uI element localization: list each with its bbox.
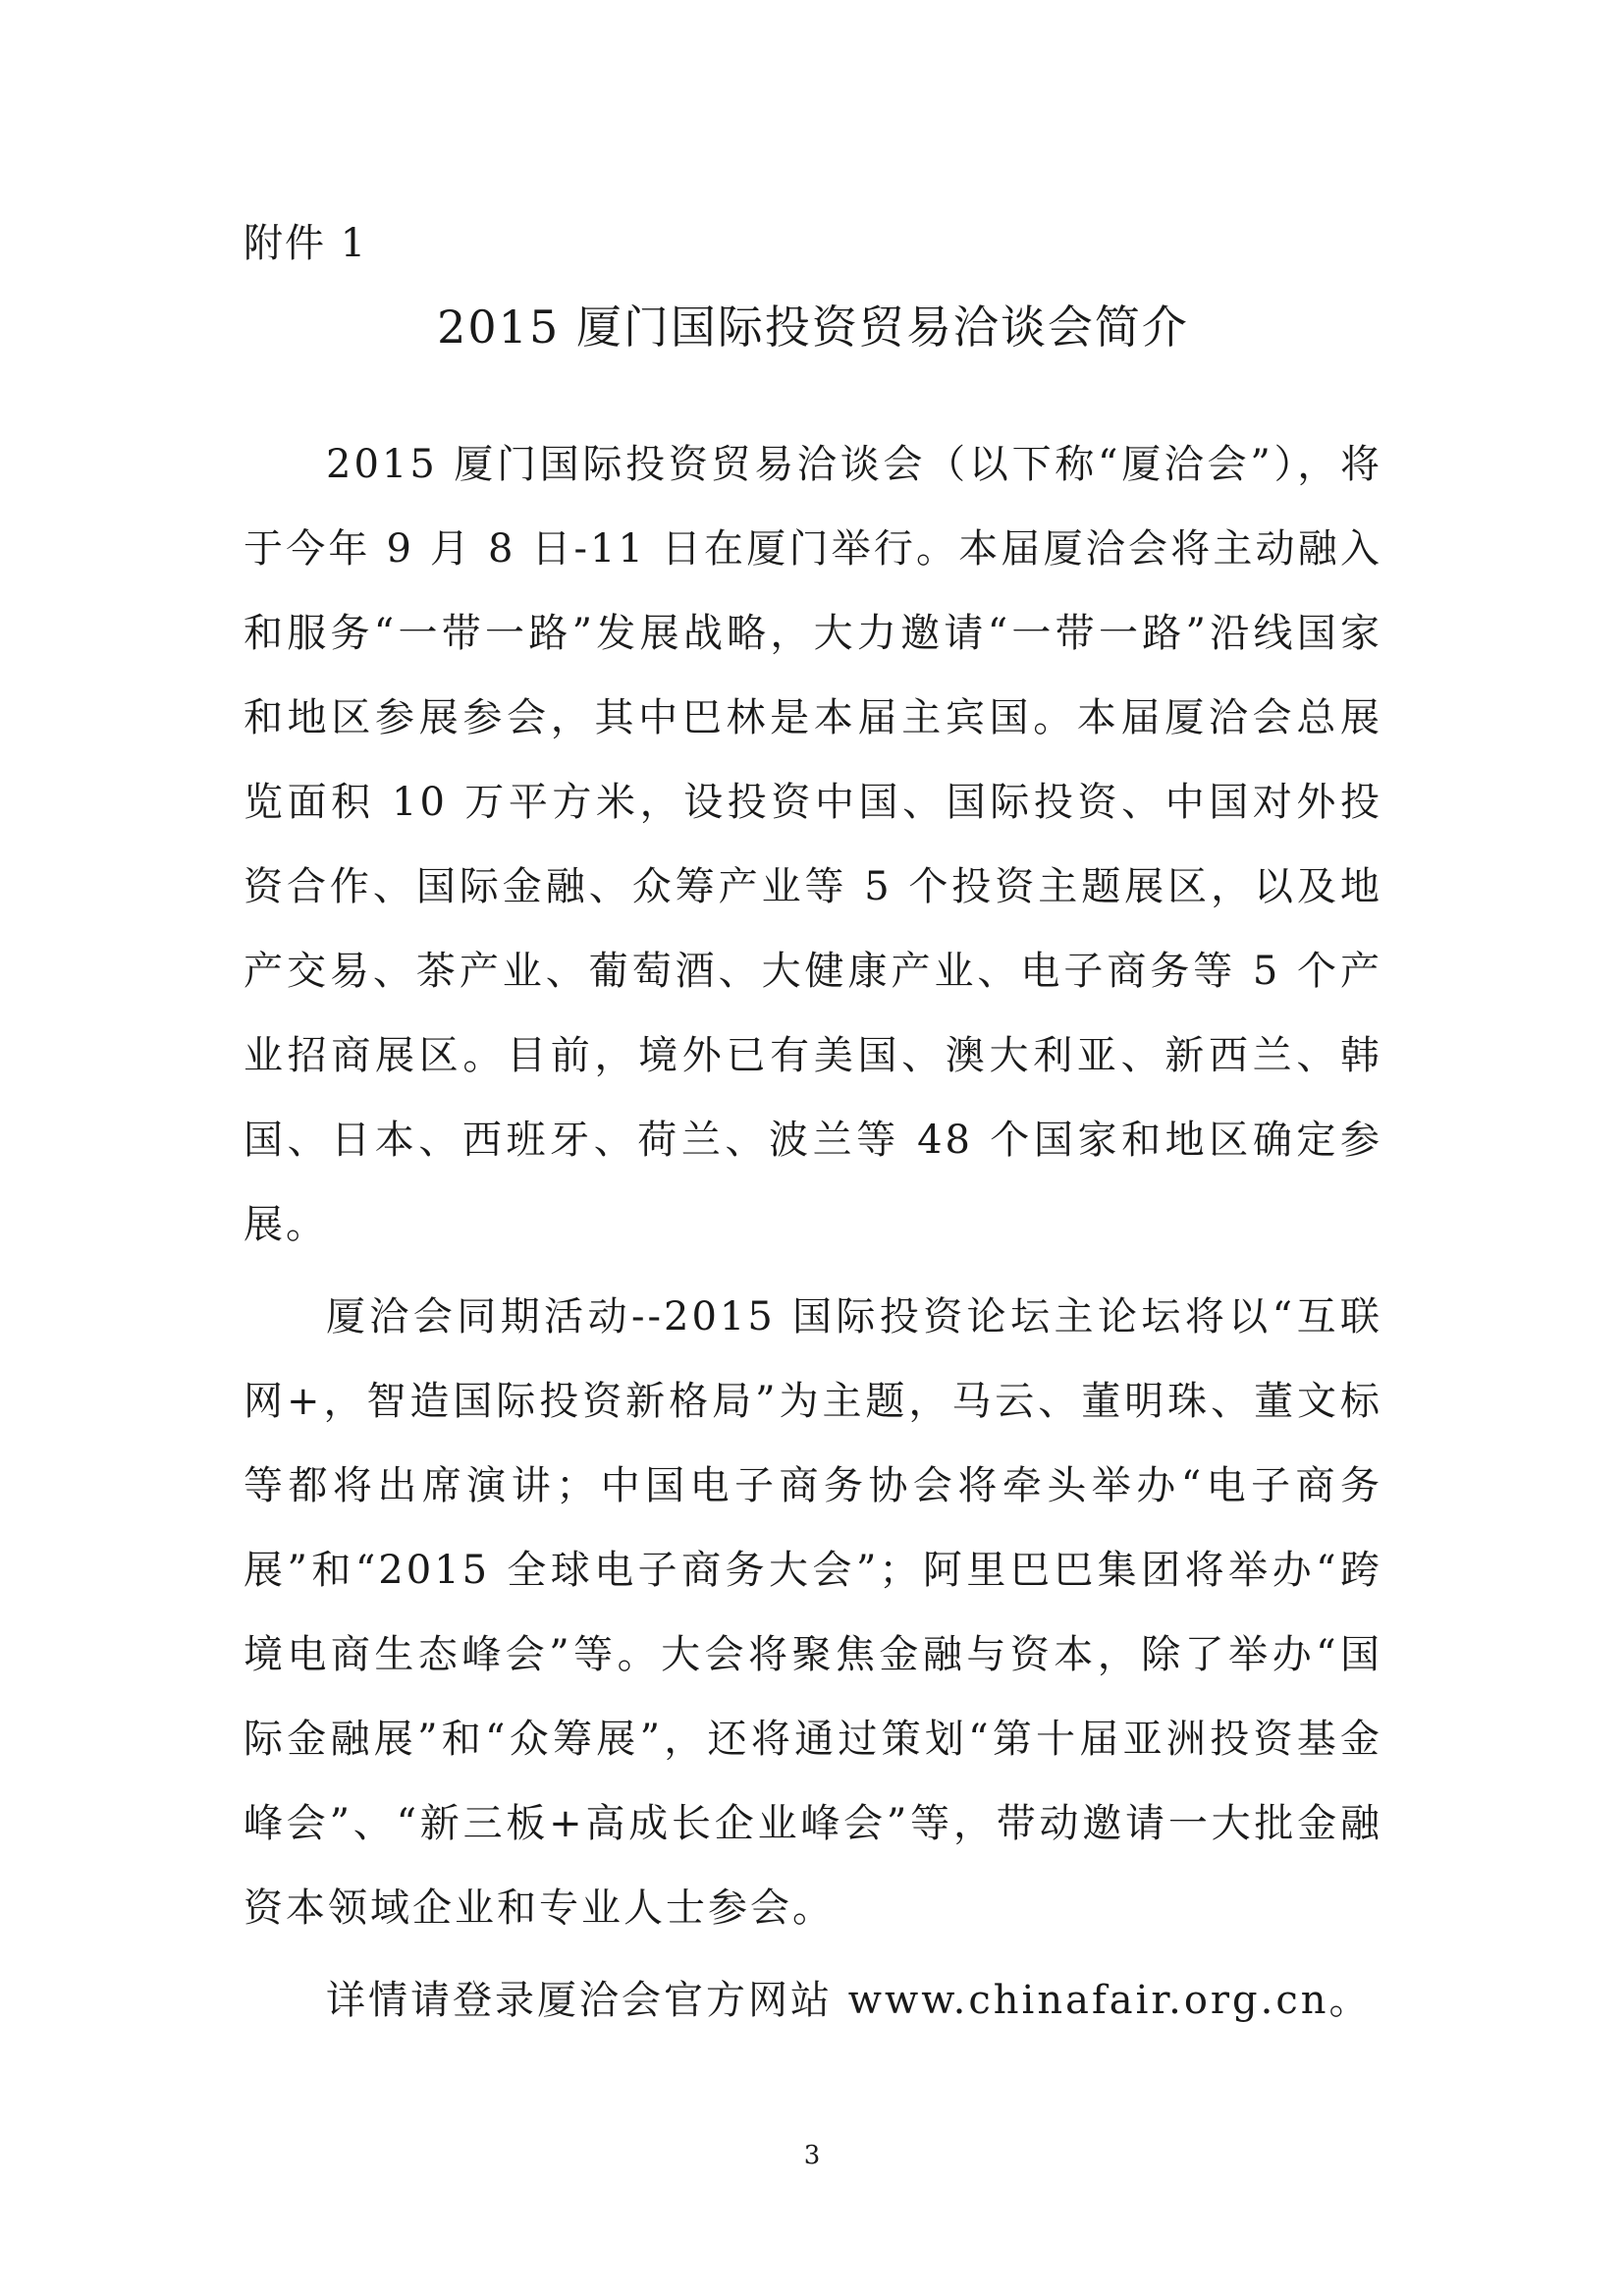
page-number: 3	[803, 2141, 821, 2170]
document-title: 2015 厦门国际投资贸易洽谈会简介	[437, 301, 1189, 354]
document-body	[244, 422, 1382, 2050]
paragraph-intro: 2015 厦门国际投资贸易洽谈会（以下称“厦洽会”），将于今年 9 月 8 日-11 日在厦门举行。本届厦洽会将主动融入和服务“一带一路”发展战略，大力邀请“一带一路”沿线国家和地区参展参会，其中巴林是本届主宾国。本届厦洽会总展览面积 10 万平方米，设投资中国、国际投资、中国对外投资合作、国际金融、众筹产业等 5 个投资主题展区，以及地产交易、茶产业、葡萄酒、大健康产业、电子商务等 5 个产业招商展区。目前，境外已有美国、澳大利亚、新西兰、韩国、日本、西班牙、荷兰、波兰等 48 个国家和地区确定参展。	[244, 442, 1382, 1247]
paragraph-website: 详情请登录厦洽会官方网站 www.chinafair.org.cn。	[326, 1978, 1372, 2023]
attachment-label: 附件 1	[244, 221, 368, 266]
paragraph-activities: 厦洽会同期活动--2015 国际投资论坛主论坛将以“互联网+，智造国际投资新格局”为主题，马云、董明珠、董文标等都将出席演讲；中国电子商务协会将牵头举办“电子商务展”和“2015 全球电子商务大会”；阿里巴巴集团将举办“跨境电商生态峰会”等。大会将聚焦金融与资本，除了举办“国际金融展”和“众筹展”，还将通过策划“第十届亚洲投资基金峰会”、“新三板+高成长企业峰会”等，带动邀请一大批金融资本领域企业和专业人士参会。	[244, 1294, 1382, 1931]
